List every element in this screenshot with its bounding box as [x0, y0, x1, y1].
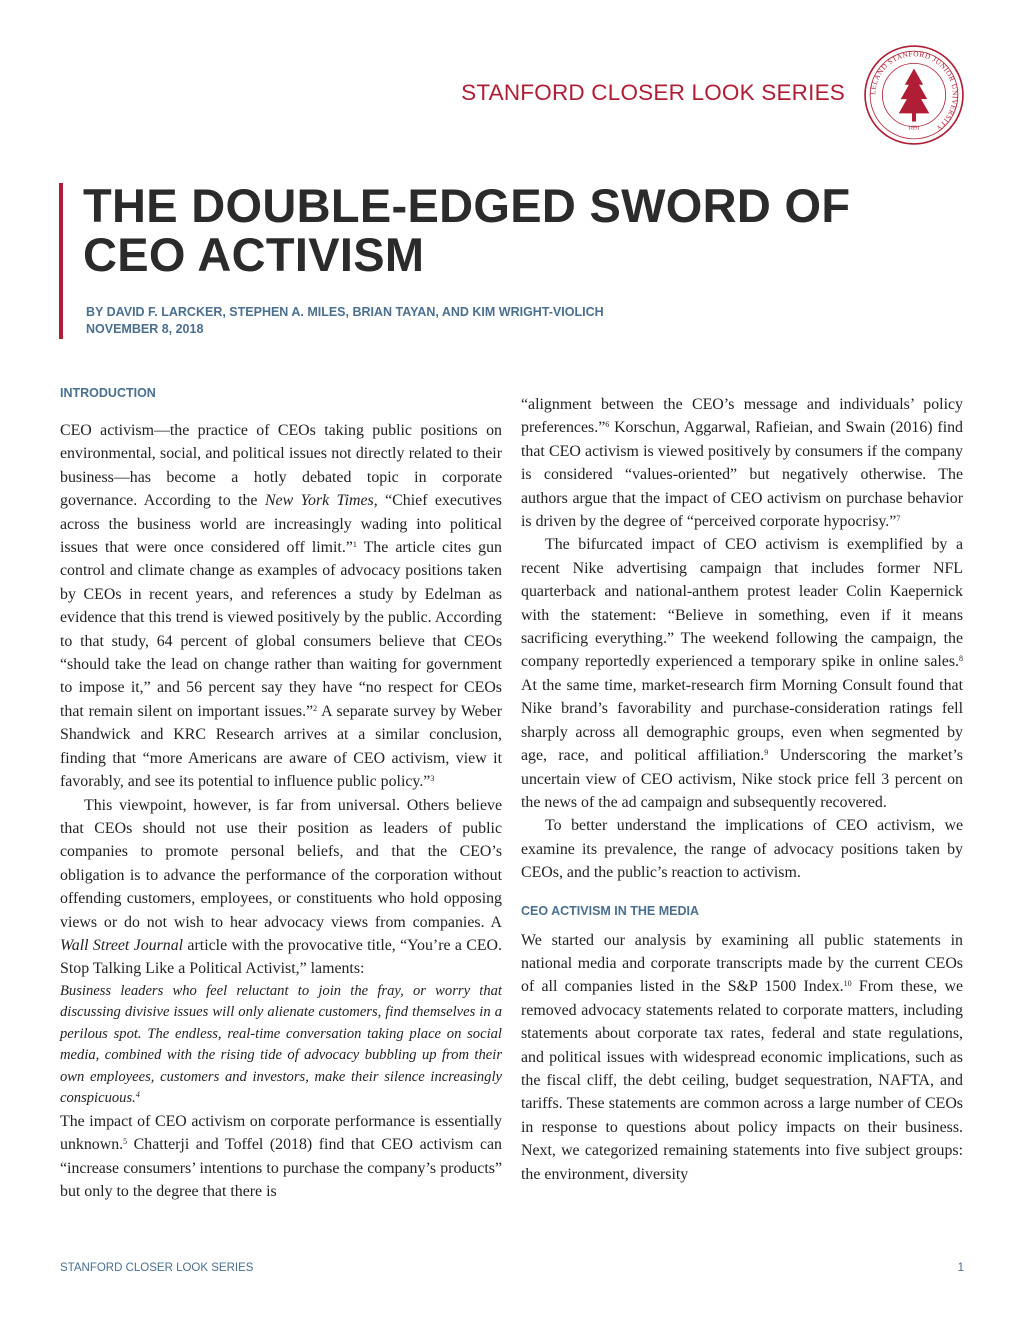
page-number: 1 [957, 1262, 964, 1274]
footnote-ref: 6 [605, 420, 610, 430]
footnote-ref: 10 [843, 979, 852, 989]
seal-year: 1891 [907, 125, 921, 132]
footnote-ref: 8 [959, 654, 963, 664]
footnote-ref: 4 [135, 1090, 140, 1100]
footnote-ref: 7 [896, 514, 901, 524]
section-heading-ceo-activism-media: CEO ACTIVISM IN THE MEDIA [521, 903, 700, 918]
paragraph: We started our analysis by examining all public statements in national media and corporate transcripts made by the current CEOs of all companies listed in the S&P 1500 Index.$^{10}$ From these, we removed advocacy statements related to corporate matters, including statements about corporate tax rates, federal and state regulations, and political issues with widespread economic implications, such as the fiscal cliff, the debt ceiling, budget sequestration, NAFTA, and tariffs. These statements are common across a large number of CEOs in response to questions about policy impacts on their business. Next, we categorized remaining statements into five subject groups: the environment, diversity [521, 931, 963, 1183]
stanford-seal-logo [863, 44, 965, 146]
title-line-1: THE DOUBLE-EDGED SWORD OF [83, 179, 851, 232]
byline [86, 304, 604, 338]
paragraph: The impact of CEO activism on corporate performance is essentially unknown.$^5$ Chatterji and Toffel (2018) find that CEO activism can “increase consumers’ intentions to purchase the company’s products” but only to the degree that there is [60, 1112, 502, 1200]
block-quote: Business leaders who feel reluctant to join the fray, or worry that discussing divisive issues will only alienate customers, find themselves in a perilous spot. The endless, real-time conversation taking place on social media, combined with the rising tide of advocacy bubbling up from their own employees, customers and investors, make their silence increasingly conspicuous.$^4$ [60, 982, 502, 1107]
footnote-ref: 3 [430, 774, 435, 784]
footnote-ref: 5 [123, 1137, 128, 1147]
authors: BY DAVID F. LARCKER, STEPHEN A. MILES, BRIAN TAYAN, AND KIM WRIGHT-VIOLICH [86, 305, 604, 319]
footnote-ref: 9 [764, 748, 769, 758]
title-accent-bar [59, 183, 63, 339]
paragraph: This viewpoint, however, is far from universal. Others believe that CEOs should not use their position as leaders of public companies to promote personal beliefs, and that the CEO’s obligation is to advance the performance of the corporation without offending customers, employees, or constituents who hold opposing views or do not wish to hear advocacy views from companies. A Wall Street Journal article with the provocative title, “You’re a CEO. Stop Talking Like a Political Activist,” laments: [60, 796, 502, 978]
series-title-top: STANFORD CLOSER LOOK SERIES [461, 80, 845, 105]
footer-series: STANFORD CLOSER LOOK SERIES [60, 1262, 254, 1274]
left-column [60, 378, 502, 1203]
paragraph: To better understand the implications of CEO activism, we examine its prevalence, the range of advocacy positions taken by CEOs, and the public’s reaction to activism. [521, 817, 963, 882]
footnote-ref: 2 [313, 703, 318, 713]
paragraph: The bifurcated impact of CEO activism is exemplified by a recent Nike advertising campaign that includes former NFL quarterback and national-anthem protest leader Colin Kaepernick with the statement: “Believe in something, even if it means sacrificing everything.” The weekend following the campaign, the company reportedly experienced a temporary spike in online sales.$^8$ At the same time, market-research firm Morning Consult found that Nike brand’s favorability and purchase-consideration ratings fell sharply across all demographic groups, even when segmented by age, race, and political affiliation.$^9$ Underscoring the market’s uncertain view of CEO activism, Nike stock price fell 3 percent on the news of the ad campaign and subsequently recovered. [521, 536, 963, 811]
tree-icon [899, 68, 930, 121]
right-column [521, 393, 963, 1186]
section-heading-introduction: INTRODUCTION [60, 386, 156, 400]
seal-arc-text: LELAND STANFORD JUNIOR UNIVERSITY [868, 49, 960, 134]
publication-date: NOVEMBER 8, 2018 [86, 322, 204, 336]
title-line-2: CEO ACTIVISM [83, 228, 425, 281]
page-title [83, 179, 851, 281]
paragraph: CEO activism—the practice of CEOs taking public positions on environmental, social, and political issues not directly related to their business—has become a hotly debated topic in corporate governance. According to the New York Times, “Chief executives across the business world are increasingly wading into political issues that were once considered off limit.”$^1$ The article cites gun control and climate change as examples of advocacy positions taken by CEOs in recent years, and references a study by Edelman as evidence that this trend is viewed positively by the public. According to that study, 64 percent of global consumers believe that CEOs “should take the lead on change rather than waiting for government to impose it,” and 56 percent say they have “no respect for CEOs that remain silent on important issues.”$^2$ A separate survey by Weber Shandwick and KRC Research arrives at a similar conclusion, finding that “more Americans are aware of CEO activism, view it favorably, and see its potential to influence public policy.”$^3$ [60, 422, 503, 791]
footnote-ref: 1 [352, 540, 357, 550]
paragraph: “alignment between the CEO’s message and individuals’ policy preferences.”$^6$ Korschun, Aggarwal, Rafieian, and Swain (2016) find that CEO activism is viewed positively by consumers if the company is considered “values-oriented” but negatively otherwise. The authors argue that the impact of CEO activism on purchase behavior is driven by the degree of “perceived corporate hypocrisy.”$^7$ [521, 396, 963, 531]
